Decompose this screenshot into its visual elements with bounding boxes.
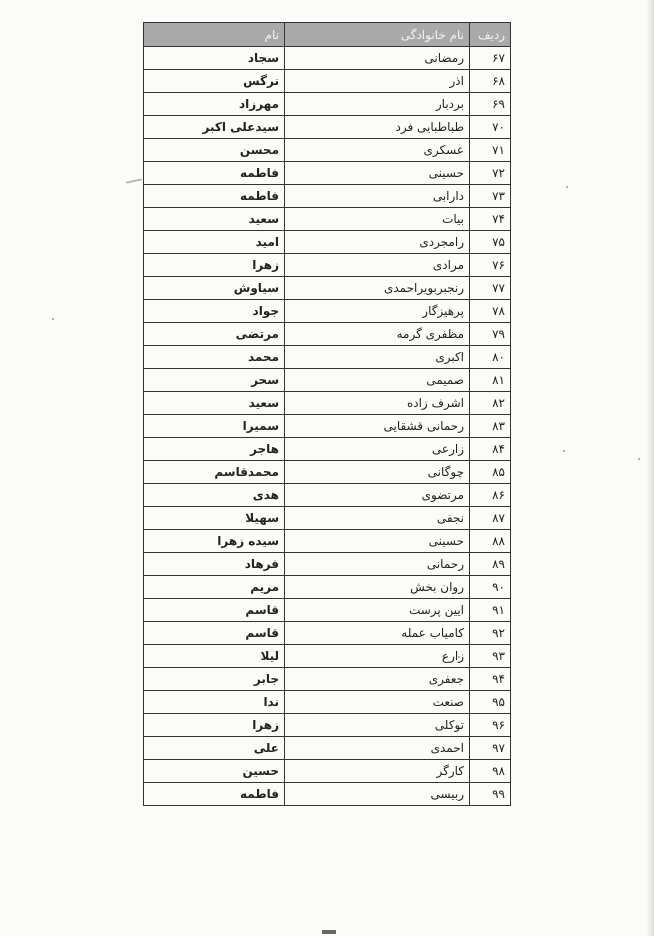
row-family-name: بردبار — [285, 93, 470, 116]
row-first-name: فرهاد — [144, 553, 285, 576]
row-first-name: قاسم — [144, 599, 285, 622]
table-row — [144, 461, 511, 484]
row-first-name: لیلا — [144, 645, 285, 668]
table-row — [144, 668, 511, 691]
row-first-name: سجاد — [144, 47, 285, 70]
row-family-name: توکلی — [285, 714, 470, 737]
row-family-name: رامجردی — [285, 231, 470, 254]
row-index: ۹۳ — [470, 645, 511, 668]
row-index: ۸۸ — [470, 530, 511, 553]
table-row — [144, 162, 511, 185]
table-row — [144, 392, 511, 415]
bottom-edge-mark — [322, 930, 336, 934]
row-family-name: طباطبایی فرد — [285, 116, 470, 139]
row-family-name: روان بخش — [285, 576, 470, 599]
row-first-name: حسین — [144, 760, 285, 783]
row-first-name: فاطمه — [144, 783, 285, 806]
table-row — [144, 346, 511, 369]
row-index: ۶۸ — [470, 70, 511, 93]
row-family-name: اشرف زاده — [285, 392, 470, 415]
paper-speck — [638, 458, 640, 460]
table-row — [144, 116, 511, 139]
table-row — [144, 70, 511, 93]
row-family-name: کامیاب عمله — [285, 622, 470, 645]
pen-mark — [126, 178, 142, 183]
row-family-name: کارگر — [285, 760, 470, 783]
row-first-name: فاطمه — [144, 185, 285, 208]
table-body — [144, 47, 511, 806]
row-index: ۸۴ — [470, 438, 511, 461]
paper-speck — [52, 318, 54, 320]
row-first-name: قاسم — [144, 622, 285, 645]
row-family-name: رحمانی — [285, 553, 470, 576]
row-family-name: رمضانی — [285, 47, 470, 70]
row-family-name: حسینی — [285, 530, 470, 553]
row-first-name: محسن — [144, 139, 285, 162]
row-first-name: سیاوش — [144, 277, 285, 300]
row-index: ۸۱ — [470, 369, 511, 392]
row-family-name: بیات — [285, 208, 470, 231]
table-row — [144, 783, 511, 806]
table-row — [144, 231, 511, 254]
row-first-name: مهرزاد — [144, 93, 285, 116]
table-row — [144, 622, 511, 645]
row-index: ۷۰ — [470, 116, 511, 139]
row-first-name: سعید — [144, 208, 285, 231]
row-index: ۶۹ — [470, 93, 511, 116]
names-table — [143, 22, 511, 806]
row-first-name: زهرا — [144, 254, 285, 277]
row-first-name: سیدعلی اکبر — [144, 116, 285, 139]
row-family-name: اکبری — [285, 346, 470, 369]
row-first-name: مریم — [144, 576, 285, 599]
row-first-name: علی — [144, 737, 285, 760]
row-family-name: ایین پرست — [285, 599, 470, 622]
row-first-name: سمیرا — [144, 415, 285, 438]
row-first-name: محمد — [144, 346, 285, 369]
table-row — [144, 691, 511, 714]
row-first-name: سعید — [144, 392, 285, 415]
row-index: ۶۷ — [470, 47, 511, 70]
table-row — [144, 553, 511, 576]
row-index: ۸۹ — [470, 553, 511, 576]
page-edge-shadow — [646, 0, 654, 936]
row-index: ۷۴ — [470, 208, 511, 231]
row-index: ۷۶ — [470, 254, 511, 277]
row-first-name: نرگس — [144, 70, 285, 93]
row-index: ۹۲ — [470, 622, 511, 645]
table-row — [144, 645, 511, 668]
row-first-name: جواد — [144, 300, 285, 323]
table-row — [144, 530, 511, 553]
header-family-name: نام خانوادگی — [285, 23, 470, 47]
header-first-name: نام — [144, 23, 285, 47]
row-first-name: محمدقاسم — [144, 461, 285, 484]
table-row — [144, 254, 511, 277]
row-index: ۹۵ — [470, 691, 511, 714]
row-family-name: صنعت — [285, 691, 470, 714]
row-family-name: مظفری گرمه — [285, 323, 470, 346]
row-index: ۸۰ — [470, 346, 511, 369]
table-row — [144, 47, 511, 70]
row-first-name: هدی — [144, 484, 285, 507]
table-row — [144, 599, 511, 622]
row-index: ۷۷ — [470, 277, 511, 300]
row-index: ۹۱ — [470, 599, 511, 622]
row-index: ۸۵ — [470, 461, 511, 484]
row-family-name: رحمانی قشقایی — [285, 415, 470, 438]
row-family-name: مرادی — [285, 254, 470, 277]
row-first-name: سحر — [144, 369, 285, 392]
row-family-name: عسکری — [285, 139, 470, 162]
row-first-name: جابر — [144, 668, 285, 691]
row-family-name: زارع — [285, 645, 470, 668]
row-index: ۹۹ — [470, 783, 511, 806]
table-row — [144, 576, 511, 599]
row-index: ۸۲ — [470, 392, 511, 415]
table-row — [144, 737, 511, 760]
row-first-name: زهرا — [144, 714, 285, 737]
row-family-name: چوگانی — [285, 461, 470, 484]
row-family-name: صمیمی — [285, 369, 470, 392]
row-index: ۹۷ — [470, 737, 511, 760]
row-family-name: زارعی — [285, 438, 470, 461]
row-index: ۹۸ — [470, 760, 511, 783]
row-first-name: مرتضی — [144, 323, 285, 346]
row-index: ۸۷ — [470, 507, 511, 530]
table-row — [144, 139, 511, 162]
row-index: ۷۲ — [470, 162, 511, 185]
row-index: ۹۴ — [470, 668, 511, 691]
table-row — [144, 714, 511, 737]
row-family-name: رنجبربویراحمدی — [285, 277, 470, 300]
row-first-name: سهیلا — [144, 507, 285, 530]
table-row — [144, 323, 511, 346]
table-row — [144, 438, 511, 461]
table-row — [144, 484, 511, 507]
table-row — [144, 507, 511, 530]
row-index: ۷۱ — [470, 139, 511, 162]
table-row — [144, 760, 511, 783]
table-row — [144, 208, 511, 231]
row-index: ۷۳ — [470, 185, 511, 208]
table-row — [144, 369, 511, 392]
row-index: ۸۶ — [470, 484, 511, 507]
row-first-name: سیده زهرا — [144, 530, 285, 553]
table-row — [144, 93, 511, 116]
table-row — [144, 300, 511, 323]
row-index: ۷۸ — [470, 300, 511, 323]
row-family-name: دارابی — [285, 185, 470, 208]
header-row — [144, 23, 511, 47]
row-first-name: فاطمه — [144, 162, 285, 185]
row-first-name: ندا — [144, 691, 285, 714]
row-first-name: هاجر — [144, 438, 285, 461]
row-family-name: پرهیزگار — [285, 300, 470, 323]
paper-speck — [563, 450, 565, 452]
table-row — [144, 277, 511, 300]
row-family-name: جعفری — [285, 668, 470, 691]
table-row — [144, 415, 511, 438]
row-first-name: امید — [144, 231, 285, 254]
row-index: ۸۳ — [470, 415, 511, 438]
row-index: ۹۰ — [470, 576, 511, 599]
table-row — [144, 185, 511, 208]
row-family-name: مرتضوی — [285, 484, 470, 507]
row-index: ۷۹ — [470, 323, 511, 346]
row-index: ۹۶ — [470, 714, 511, 737]
paper-speck — [566, 186, 568, 188]
row-family-name: نجفی — [285, 507, 470, 530]
row-family-name: اذر — [285, 70, 470, 93]
header-index: ردیف — [470, 23, 511, 47]
row-family-name: حسینی — [285, 162, 470, 185]
row-family-name: احمدی — [285, 737, 470, 760]
row-index: ۷۵ — [470, 231, 511, 254]
row-family-name: ربیسی — [285, 783, 470, 806]
